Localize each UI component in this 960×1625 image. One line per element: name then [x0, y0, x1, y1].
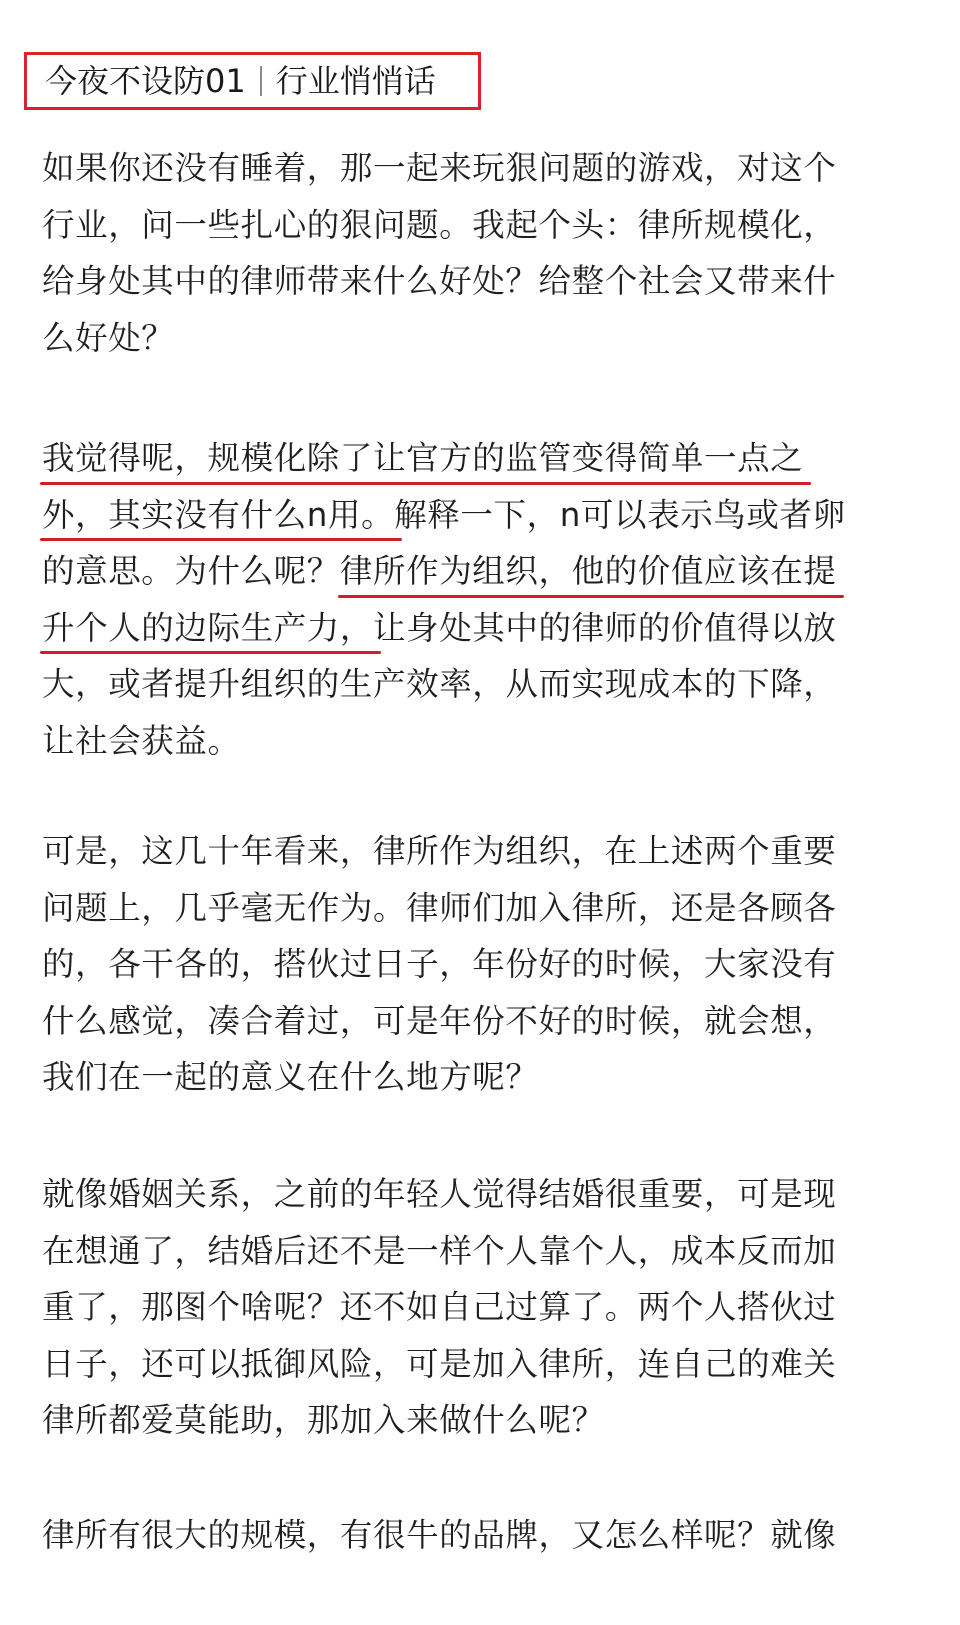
text-segment: 可是，这几十年看来，律所作为组织，在上述两个重要 [42, 832, 837, 870]
text-line [42, 253, 922, 310]
text-segment: 日子，还可以抵御风险，可是加入律所，连自己的难关 [42, 1344, 837, 1383]
paragraph [42, 823, 922, 1106]
text-segment: 在想通了，结婚后还不是一样个人靠个人，成本反而加 [42, 1231, 837, 1270]
text-segment: 问题上，几乎毫无作为。律师们加入律所，还是各顾各 [42, 888, 837, 927]
text-line [42, 1223, 922, 1280]
underlined-highlight: 律所作为组织，他的价值应该在提 [340, 543, 837, 600]
underlined-highlight: 升个人的边际生产力， [42, 600, 373, 657]
text-segment: 么好处？ [42, 318, 175, 357]
underlined-highlight: 外，其实没有什么n用。 [42, 487, 394, 544]
paragraph [42, 1166, 922, 1449]
article-title-box [24, 52, 481, 110]
title-column: 行业悄悄话 [275, 62, 436, 100]
text-segment: 律所有很大的规模，有很牛的品牌，又怎么样呢？就像 [42, 1516, 837, 1554]
text-line [42, 430, 922, 487]
text-line [42, 936, 922, 993]
text-line [42, 600, 922, 657]
text-segment: 什么感觉，凑合着过，可是年份不好的时候，就会想， [42, 1001, 837, 1040]
text-segment: 的意思。为什么呢？ [42, 552, 340, 590]
text-segment: 重了，那图个啥呢？还不如自己过算了。两个人搭伙过 [42, 1288, 837, 1326]
underlined-highlight: 我觉得呢，规模化除了让官方的监管变得简单一点之 [42, 430, 803, 487]
title-separator [260, 66, 262, 96]
text-segment: 律所都爱莫能助，那加入来做什么呢？ [42, 1401, 605, 1439]
text-line [42, 1336, 922, 1393]
text-segment: 大，或者提升组织的生产效率，从而实现成本的下降， [42, 665, 837, 703]
text-segment: 让身处其中的律师的价值得以放 [373, 608, 837, 647]
text-segment: 让社会获益。 [42, 721, 241, 760]
paragraph [42, 430, 922, 769]
text-segment: 给身处其中的律师带来什么好处？给整个社会又带来什 [42, 262, 837, 300]
text-line [42, 1049, 922, 1106]
text-segment: 的，各干各的，搭伙过日子，年份好的时候，大家没有 [42, 945, 837, 983]
text-line [42, 487, 922, 544]
text-line [42, 713, 922, 770]
text-line [42, 140, 922, 197]
text-line [42, 310, 922, 367]
text-line [42, 993, 922, 1050]
text-line [42, 1507, 922, 1564]
text-line [42, 543, 922, 600]
text-segment: 如果你还没有睡着，那一起来玩狠问题的游戏，对这个 [42, 149, 837, 187]
text-line [42, 197, 922, 254]
text-line [42, 1166, 922, 1223]
title-series: 今夜不设防01 [45, 62, 246, 100]
paragraph [42, 140, 922, 366]
text-segment: 我们在一起的意义在什么地方呢？ [42, 1058, 539, 1096]
text-segment: 就像婚姻关系，之前的年轻人觉得结婚很重要，可是现 [42, 1175, 837, 1213]
text-segment: 行业，问一些扎心的狠问题。我起个头：律所规模化， [42, 205, 837, 244]
text-line [42, 656, 922, 713]
text-line [42, 1279, 922, 1336]
text-line [42, 823, 922, 880]
paragraph [42, 1507, 922, 1564]
text-line [42, 880, 922, 937]
text-segment: 解释一下，n可以表示鸟或者卵 [394, 495, 846, 534]
text-line [42, 1392, 922, 1449]
